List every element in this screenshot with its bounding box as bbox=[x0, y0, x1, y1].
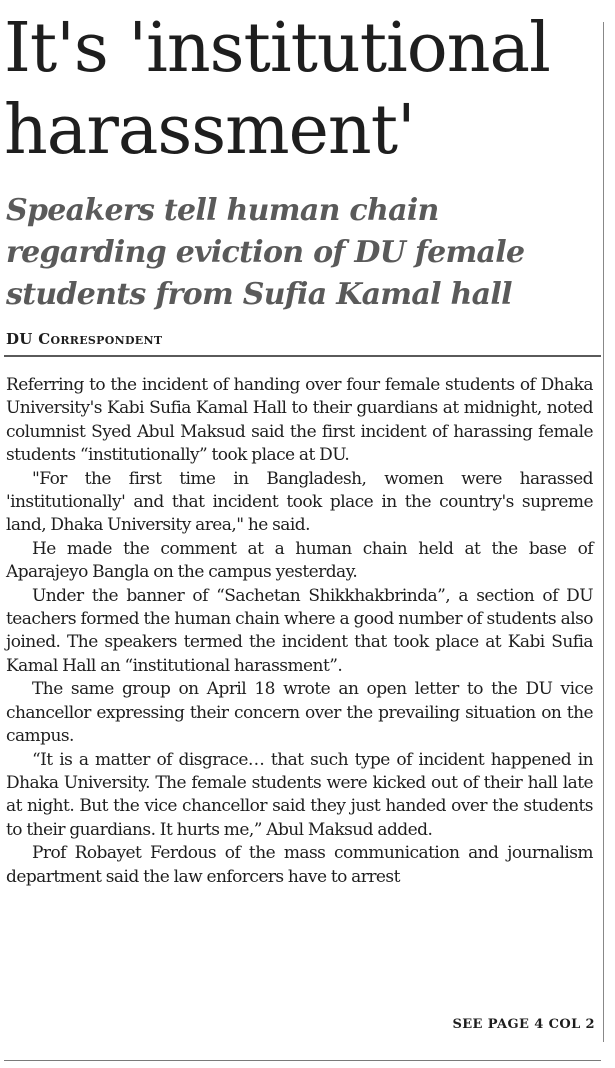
column-divider bbox=[603, 22, 604, 1042]
subheadline: Speakers tell human chain regarding eviction of DU female students from Sufia Kamal hall bbox=[6, 193, 525, 312]
article-body bbox=[6, 374, 593, 889]
paragraph: Under the banner of “Sachetan Shikkhakbrinda”, a section of DU teachers formed the human chain where a good number of students also joined. The speakers termed the incident that took place at Kabi Sufia Kamal Hall an “institutional harassment”. bbox=[6, 585, 593, 676]
paragraph: “It is a matter of disgrace… that such type of incident happened in Dhaka University. The female students were kicked out of their hall late at night. But the vice chancellor said they just handed over the students to their guardians. It hurts me,” Abul Maksud added. bbox=[6, 749, 593, 840]
bottom-divider bbox=[4, 1060, 601, 1061]
paragraph: He made the comment at a human chain held at the base of Aparajeyo Bangla on the campus yesterday. bbox=[6, 538, 593, 583]
byline: DU Correspondent bbox=[6, 330, 163, 348]
headline: It's 'institutional harassment' bbox=[4, 9, 550, 170]
paragraph: "For the first time in Bangladesh, women were harassed 'institutionally' and that incident took place in the country's supreme land, Dhaka University area," he said. bbox=[6, 468, 593, 536]
paragraph: The same group on April 18 wrote an open letter to the DU vice chancellor expressing their concern over the prevailing situation on the campus. bbox=[6, 679, 593, 747]
continued-on-reference: SEE PAGE 4 COL 2 bbox=[452, 1017, 595, 1032]
paragraph: Referring to the incident of handing over four female students of Dhaka University's Kabi Sufia Kamal Hall to their guardians at midnight, noted columnist Syed Abul Maksud said the first incident of harassing female students “institutionally” took place at DU. bbox=[6, 375, 593, 466]
paragraph: Prof Robayet Ferdous of the mass communication and journalism department said the law enforcers have to arrest bbox=[6, 843, 593, 887]
byline-divider bbox=[4, 355, 601, 357]
